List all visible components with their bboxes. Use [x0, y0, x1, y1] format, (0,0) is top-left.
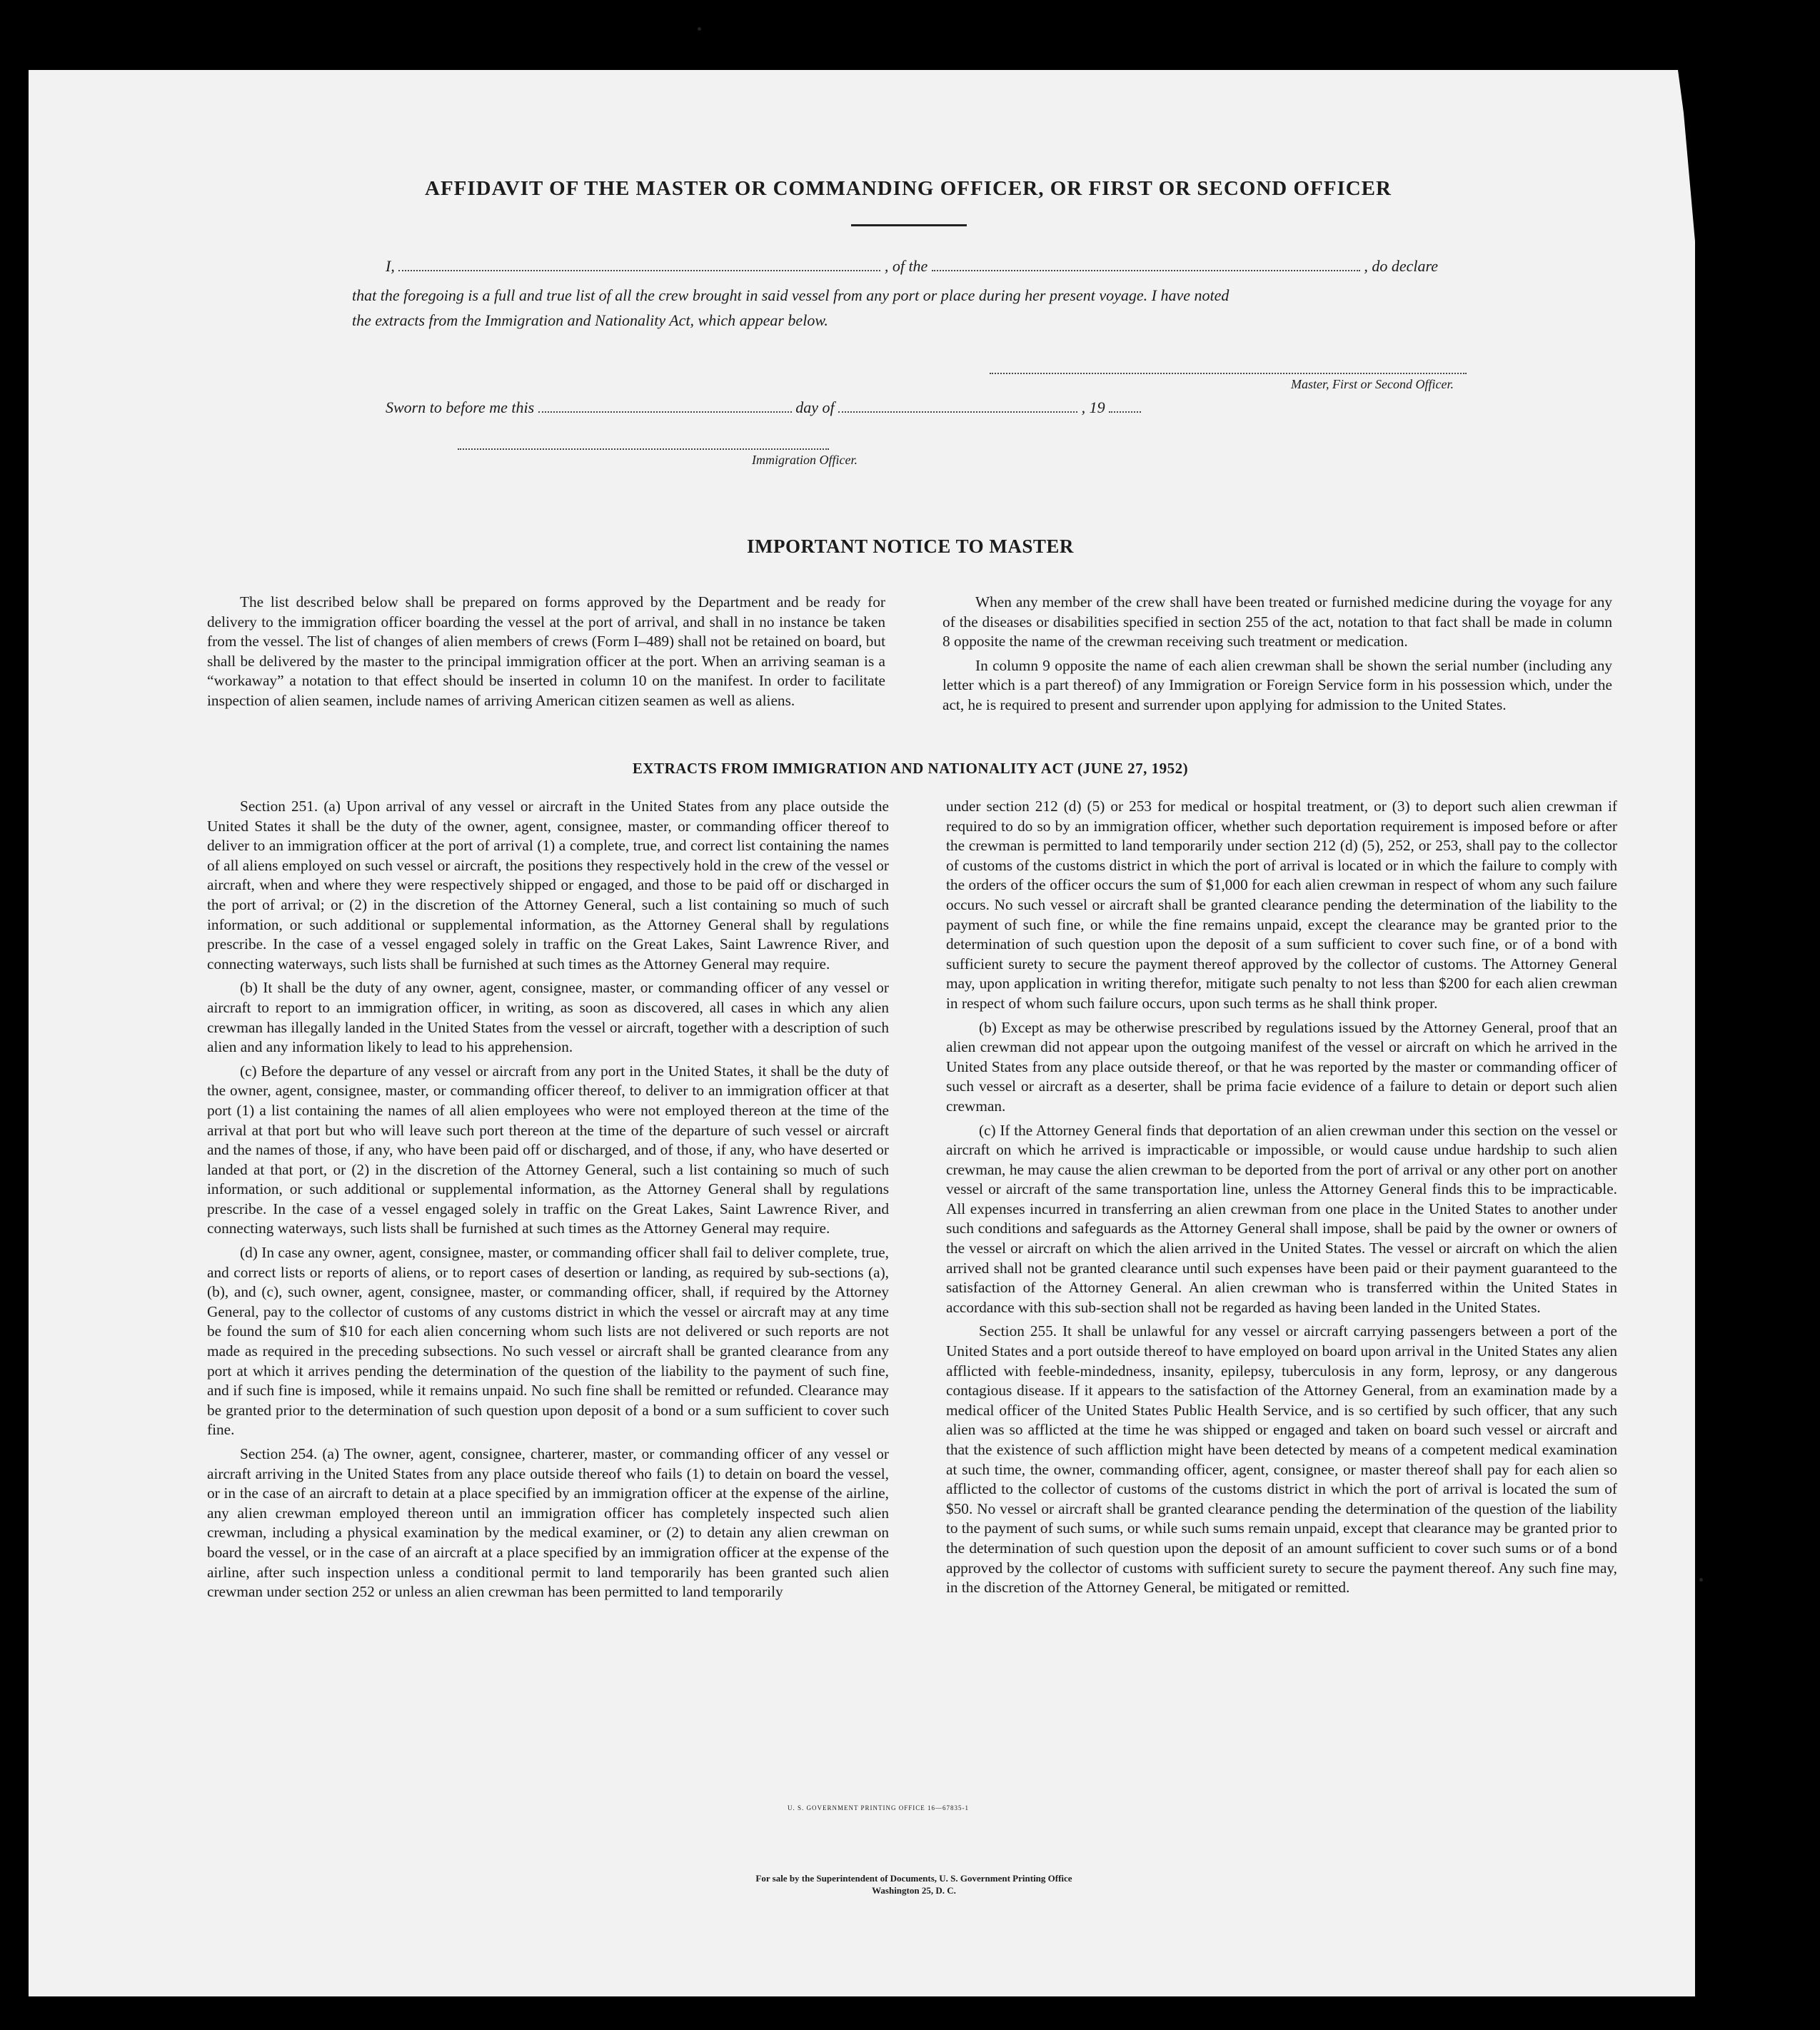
binder-hole — [1711, 728, 1739, 757]
sworn-line — [386, 398, 1242, 417]
statement-line-2: the extracts from the Immigration and Nationality Act, which appear below. — [352, 311, 828, 329]
master-signature-line[interactable] — [990, 373, 1467, 374]
act-section-paragraph: Section 255. It shall be unlawful for any vessel or aircraft carrying passengers between a port of the United States and a port outside thereof to have employed on board upon arrival in the United States any alien afflicted with feeble-mindedness, insanity, epilepsy, tuberculosis in any form, leprosy, or any dangerous contagious disease. If it appears to the satisfaction of the Attorney General, from an examination made by a medical officer of the United States Public Health Service, and is so certified by such officer, that any such alien was so afflicted at the time he was shipped or engaged and taken on board such vessel or aircraft and that the existence of such affliction might have been detected by means of a competent medical examination at such time, the owner, commanding officer, agent, consignee, or master thereof shall pay for each alien so afflicted to the collector of customs of the customs district in which the port of arrival is located the sum of $50. No vessel or aircraft shall be granted clearance pending the determination of the question of the liability to the payment of such sums, or while such sums remain unpaid, except that clearance may be granted prior to the determination of such question upon the deposit of an amount sufficient to cover such sums or of a bond approved by the collector of customs with sufficient surety to secure the payment thereof. Any such fine may, in the discretion of the Attorney General, be mitigated or remitted. — [946, 1322, 1617, 1597]
binder-hole — [1711, 1798, 1739, 1827]
officer-signature-caption: Immigration Officer. — [752, 453, 858, 467]
scan-speck — [698, 27, 701, 31]
binder-hole — [1711, 1402, 1739, 1431]
i-label: I, — [386, 257, 395, 275]
act-section-paragraph: (b) It shall be the duty of any owner, agent, consignee, master, or commanding officer of any vessel or aircraft to report to an immigration officer, in writing, as soon as discovered, all cases in which any alien crewman has illegally landed in the United States from the vessel or aircraft, together with a description of such alien and any information likely to lead to his apprehension. — [207, 979, 889, 1056]
act-section-paragraph: (d) In case any owner, agent, consignee, master, or commanding officer shall fail to deliver complete, true, and correct lists or reports of aliens, or to report cases of desertion or landing, as required by sub-sections (a), (b), and (c), such owner, agent, consignee, master, or commanding officer, shall, if required by the Attorney General, pay to the collector of customs of any customs district in which the vessel or aircraft may at any time be found the sum of $10 for each alien concerning whom such lists are not delivered or such reports are not made as required in the preceding subsections. No such vessel or aircraft shall be granted clearance from any port at which it arrives pending the determination of the question of the liability to the payment of such fine, and if such fine is imposed, while it remains unpaid. No such fine shall be remitted or refunded. Clearance may be granted prior to the determination of such question upon deposit of a bond or a sum sufficient to cover such fine. — [207, 1244, 889, 1439]
notice-right-paragraph: When any member of the crew shall have been treated or furnished medicine during the voyage for any of the diseases or disabilities specified in section 255 of the act, notation to that fact shall be made in column 8 opposite the name of the crewman receiving such treatment or medication. — [942, 593, 1612, 650]
month-field[interactable] — [838, 411, 1077, 413]
binder-hole — [1711, 1698, 1739, 1727]
act-section-paragraph: Section 251. (a) Upon arrival of any vessel or aircraft in the United States from any place outside the United States it shall be the duty of the owner, agent, consignee, master, or commanding officer thereof to deliver to an immigration officer at the port of arrival (1) a complete, true, and correct list containing the names of all aliens employed on such vessel or aircraft, the positions they respectively hold in the crew of the vessel or aircraft, when and where they were respectively shipped or engaged, and those to be paid off or discharged in the port of arrival; or (2) in the discretion of the Attorney General, such a list containing so much of such information, or such additional or supplemental information, as the Attorney General shall by regulations prescribe. In the case of a vessel engaged solely in traffic on the Great Lakes, Saint Lawrence River, and connecting waterways, such lists shall be furnished at such times as the Attorney General may require. — [207, 798, 889, 973]
declaration-line — [386, 257, 1471, 276]
binder-hole — [1711, 324, 1739, 353]
act-section-paragraph: (c) Before the departure of any vessel or aircraft from any port in the United States, it shall be the duty of the owner, agent, consignee, master, or commanding officer thereof, to deliver to an immigration officer at that port (1) a list containing the names of all alien employees who were not employed thereon at the time of the arrival at that port but who will leave such port thereon at the time of the departure of such vessel or aircraft and the names of those, if any, who have been paid off or discharged, and of those, if any, who have deserted or landed at that port, or (2) in the discretion of the Attorney General, such a list containing so much of such information, or such additional or supplemental information, as the Attorney General shall by regulations prescribe. In the case of a vessel engaged solely in traffic on the Great Lakes, Saint Lawrence River, and connecting waterways, such lists shall be furnished at such times as the Attorney General may require. — [207, 1062, 889, 1237]
title-rule — [851, 224, 967, 226]
affidavit-title: AFFIDAVIT OF THE MASTER OR COMMANDING OFFICER, OR FIRST OR SECOND OFFICER — [425, 177, 1392, 200]
act-section-paragraph: under section 212 (d) (5) or 253 for medical or hospital treatment, or (3) to deport such alien crewman if required to do so by an immigration officer, whether such deportation requirement is imposed before or after the crewman is permitted to land temporarily under section 212 (d) (5), 252, or 253, shall pay to the collector of customs of the customs district in which the port of arrival is located or in which the failure to comply with the orders of the officer occurs the sum of $1,000 for each alien crewman in respect of whom any such failure occurs. No such vessel or aircraft shall be granted clearance pending the determination of the liability to the payment of such fine, or while the fine remains unpaid, except the clearance may be granted prior to the determination of such question upon the deposit of a sum sufficient to cover such fine, or of a bond with sufficient surety to secure the payment thereof approved by the collector of customs. The Attorney General may, upon application in writing therefor, mitigate such penalty to not less than $200 for each alien crewman in respect of whom such failure occurs, upon such terms as he shall think proper. — [946, 798, 1617, 1012]
notice-right-column — [942, 593, 1612, 720]
day-of-label: day of — [795, 398, 835, 416]
act-section-paragraph: (c) If the Attorney General finds that deportation of an alien crewman under this section on the vessel or aircraft on which he arrived is impracticable or impossible, or would cause undue hardship to such alien crewman, he may cause the alien crewman to be deported from the port of arrival or any other port on another vessel or aircraft of the same transportation line, unless the Attorney General finds this to be impracticable. All expenses incurred in transferring an alien crewman from one place in the United States to another under such conditions and safeguards as the Attorney General shall impose, shall be paid by the owner or owners of the vessel or aircraft on which the alien arrived in the United States. The vessel or aircraft on which the alien arrived shall not be granted clearance until such expenses have been paid or their payment guaranteed to the satisfaction of the Attorney General. An alien crewman who is transferred within the United States in accordance with this sub-section shall not be regarded as having been landed in the United States. — [946, 1121, 1617, 1316]
do-declare-label: , do declare — [1364, 257, 1438, 275]
notice-right-paragraph: In column 9 opposite the name of each alien crewman shall be shown the serial number (including any letter which is a part thereof) of any Immigration or Foreign Service form in his possession which, under the act, he is required to present and surrender upon applying for admission to the United States. — [942, 656, 1612, 713]
footer-line-2: Washington 25, D. C. — [872, 1885, 956, 1896]
year-label: , 19 — [1081, 398, 1105, 416]
scan-speck — [1699, 1578, 1703, 1582]
footer-line-1: For sale by the Superintendent of Documents, U. S. Government Printing Office — [755, 1873, 1072, 1884]
of-the-label: , of the — [884, 257, 928, 275]
day-field[interactable] — [538, 411, 792, 413]
printer-imprint: U. S. GOVERNMENT PRINTING OFFICE 16—67835-1 — [787, 1804, 970, 1812]
extracts-title: EXTRACTS FROM IMMIGRATION AND NATIONALITY ACT (JUNE 27, 1952) — [632, 760, 1189, 777]
extracts-left-column — [207, 797, 889, 1607]
master-signature-caption: Master, First or Second Officer. — [1291, 377, 1454, 391]
notice-left-paragraph: The list described below shall be prepared on forms approved by the Department and be ready for delivery to the immigration officer boarding the vessel at the port of arrival, and shall in no instance be taken from the vessel. The list of changes of alien members of crews (Form I–489) shall not be retained on board, but shall be delivered by the master to the principal immigration officer at the port. When an arriving seaman is a “workaway” a notation to that effect should be inserted in column 10 on the manifest. In order to facilitate inspection of alien seamen, include names of arriving American citizen seamen as well as aliens. — [207, 593, 885, 709]
extracts-right-column — [946, 797, 1617, 1602]
vessel-field[interactable] — [932, 270, 1360, 271]
notice-left-column — [207, 593, 885, 715]
officer-signature-line[interactable] — [458, 448, 829, 450]
notice-title: IMPORTANT NOTICE TO MASTER — [747, 536, 1074, 557]
binder-hole — [1711, 1300, 1739, 1328]
statement-line-1: that the foregoing is a full and true list of all the crew brought in said vessel from any port or place during her present voyage. I have noted — [352, 286, 1230, 304]
name-field[interactable] — [398, 270, 880, 271]
year-field[interactable] — [1109, 411, 1141, 413]
act-section-paragraph: (b) Except as may be otherwise prescribed by regulations issued by the Attorney General, proof that an alien crewman did not appear upon the outgoing manifest of the vessel or aircraft on which he arrived in the United States from any place outside thereof, or that he was reported by the master or commanding officer of such vessel or aircraft as a deserter, shall be prima facie evidence of a failure to detain or deport such alien crewman. — [946, 1018, 1617, 1115]
footer — [628, 1872, 1200, 1896]
sworn-label: Sworn to before me this — [386, 398, 535, 416]
binder-hole — [1711, 624, 1739, 653]
act-section-paragraph: Section 254. (a) The owner, agent, consignee, charterer, master, or commanding officer of any vessel or aircraft arriving in the United States from any place outside thereof who fails (1) to detain on board the vessel, or in the case of an aircraft to detain at a place specified by an immigration officer at the expense of the airline, any alien crewman employed thereon until an immigration officer has completely inspected such alien crewman, including a physical examination by the medical examiner, or (2) to detain any alien crewman on board the vessel, or in the case of an aircraft at a place specified by an immigration officer at the expense of the airline, after such inspection unless a conditional permit to land temporarily has been granted such alien crewman under section 252 or unless an alien crewman has been permitted to land temporarily — [207, 1445, 889, 1601]
